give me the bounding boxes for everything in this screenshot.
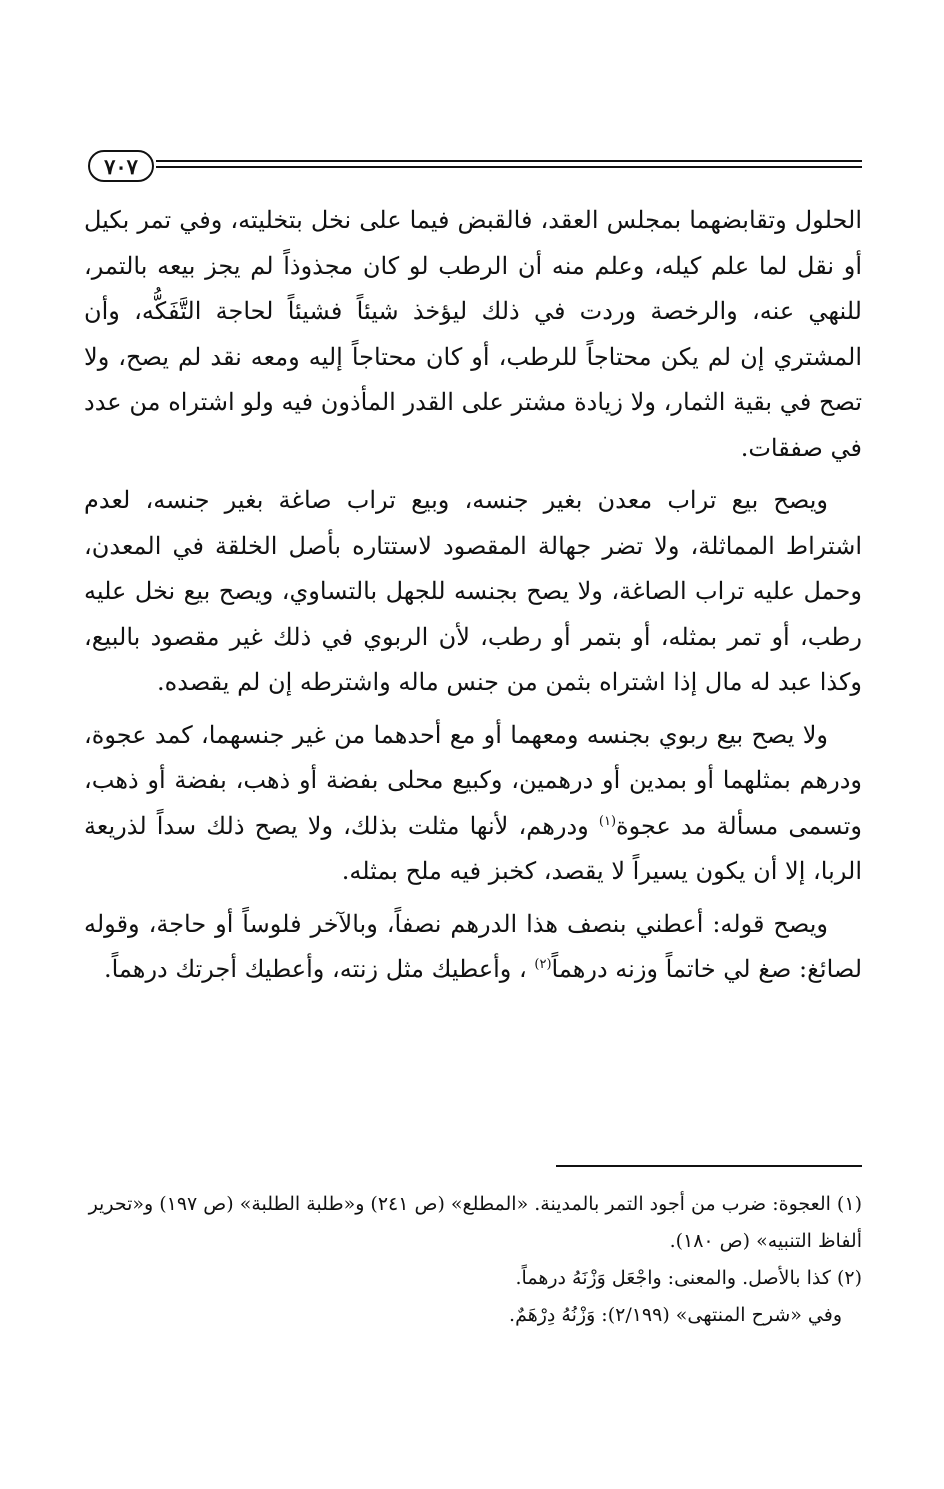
footnote-2-continuation: وفي «شرح المنتهى» (٢/١٩٩): وَزْنُهُ دِرْهَمٌ. bbox=[509, 1304, 842, 1326]
paragraph-3 bbox=[84, 713, 862, 895]
paragraph-4 bbox=[84, 902, 862, 993]
paragraph-1: الحلول وتقابضهما بمجلس العقد، فالقبض فيما على نخل بتخليته، وفي تمر بكيل أو نقل لما علم كيله، وعلم منه أن الرطب لو كان مجذوذاً لم يجز بيعه بالتمر، للنهي عنه، والرخصة وردت في ذلك ليؤخذ شيئاً فشيئاً لحاجة التَّفَكُّه، وأن المشتري إن لم يكن محتاجاً للرطب، أو كان محتاجاً إليه ومعه نقد لم يصح، ولا تصح في بقية الثمار، ولا زيادة مشتر على القدر المأذون فيه ولو اشتراه من عدد في صفقات. bbox=[84, 206, 862, 462]
footnote-2: (٢) كذا بالأصل. والمعنى: واجْعَل وَزْنَهُ درهماً. bbox=[515, 1267, 862, 1289]
paragraph-4-text-after: ، وأعطيك مثل زنته، وأعطيك أجرتك درهماً. bbox=[103, 955, 535, 983]
paragraph-4-text-before: ويصح قوله: أعطني بنصف هذا الدرهم نصفاً، وبالآخر فلوساً أو حاجة، وقوله لصائغ: صغ لي خاتماً وزنه درهماً bbox=[84, 909, 862, 983]
paragraph-2: ويصح بيع تراب معدن بغير جنسه، وبيع تراب صاغة بغير جنسه، لعدم اشتراط المماثلة، ولا تضر جهالة المقصود لاستتاره بأصل الخلقة في المعدن، وحمل عليه تراب الصاغة، ولا يصح بجنسه للجهل بالتساوي، ويصح بيع نخل عليه رطب، أو تمر بمثله، أو بتمر أو رطب، لأن الربوي في ذلك غير مقصود بالبيع، وكذا عبد له مال إذا اشتراه بثمن من جنس ماله واشترطه إن لم يقصده. bbox=[84, 486, 862, 696]
footnote-divider bbox=[556, 1165, 862, 1167]
paragraph-3-text-before: ولا يصح بيع ربوي بجنسه ومعهما أو مع أحدهما من غير جنسهما، كمد عجوة، ودرهم بمثلهما أو بمدين أو درهمين، وكبيع محلى بفضة أو ذهب، بفضة أو ذهب، وتسمى مسألة مد عجوة bbox=[84, 720, 862, 840]
footnote-1: (١) العجوة: ضرب من أجود التمر بالمدينة. «المطلع» (ص ٢٤١) و«طلبة الطلبة» (ص ١٩٧) و«تحرير ألفاظ التنبيه» (ص ١٨٠). bbox=[88, 1193, 862, 1252]
footnotes bbox=[84, 1186, 862, 1334]
footnote-ref-1: (١) bbox=[598, 813, 617, 829]
footnote-ref-2: (٢) bbox=[534, 957, 552, 972]
page-header bbox=[88, 150, 862, 190]
page-number: ٧٠٧ bbox=[88, 150, 154, 182]
paragraph-3-text-after: ودرهم، لأنها مثلت بذلك، ولا يصح ذلك سداً لذريعة الربا، إلا أن يكون يسيراً لا يقصد، كخبز فيه ملح بمثله. bbox=[84, 811, 862, 885]
main-text bbox=[84, 198, 862, 1000]
header-rule bbox=[156, 160, 862, 168]
